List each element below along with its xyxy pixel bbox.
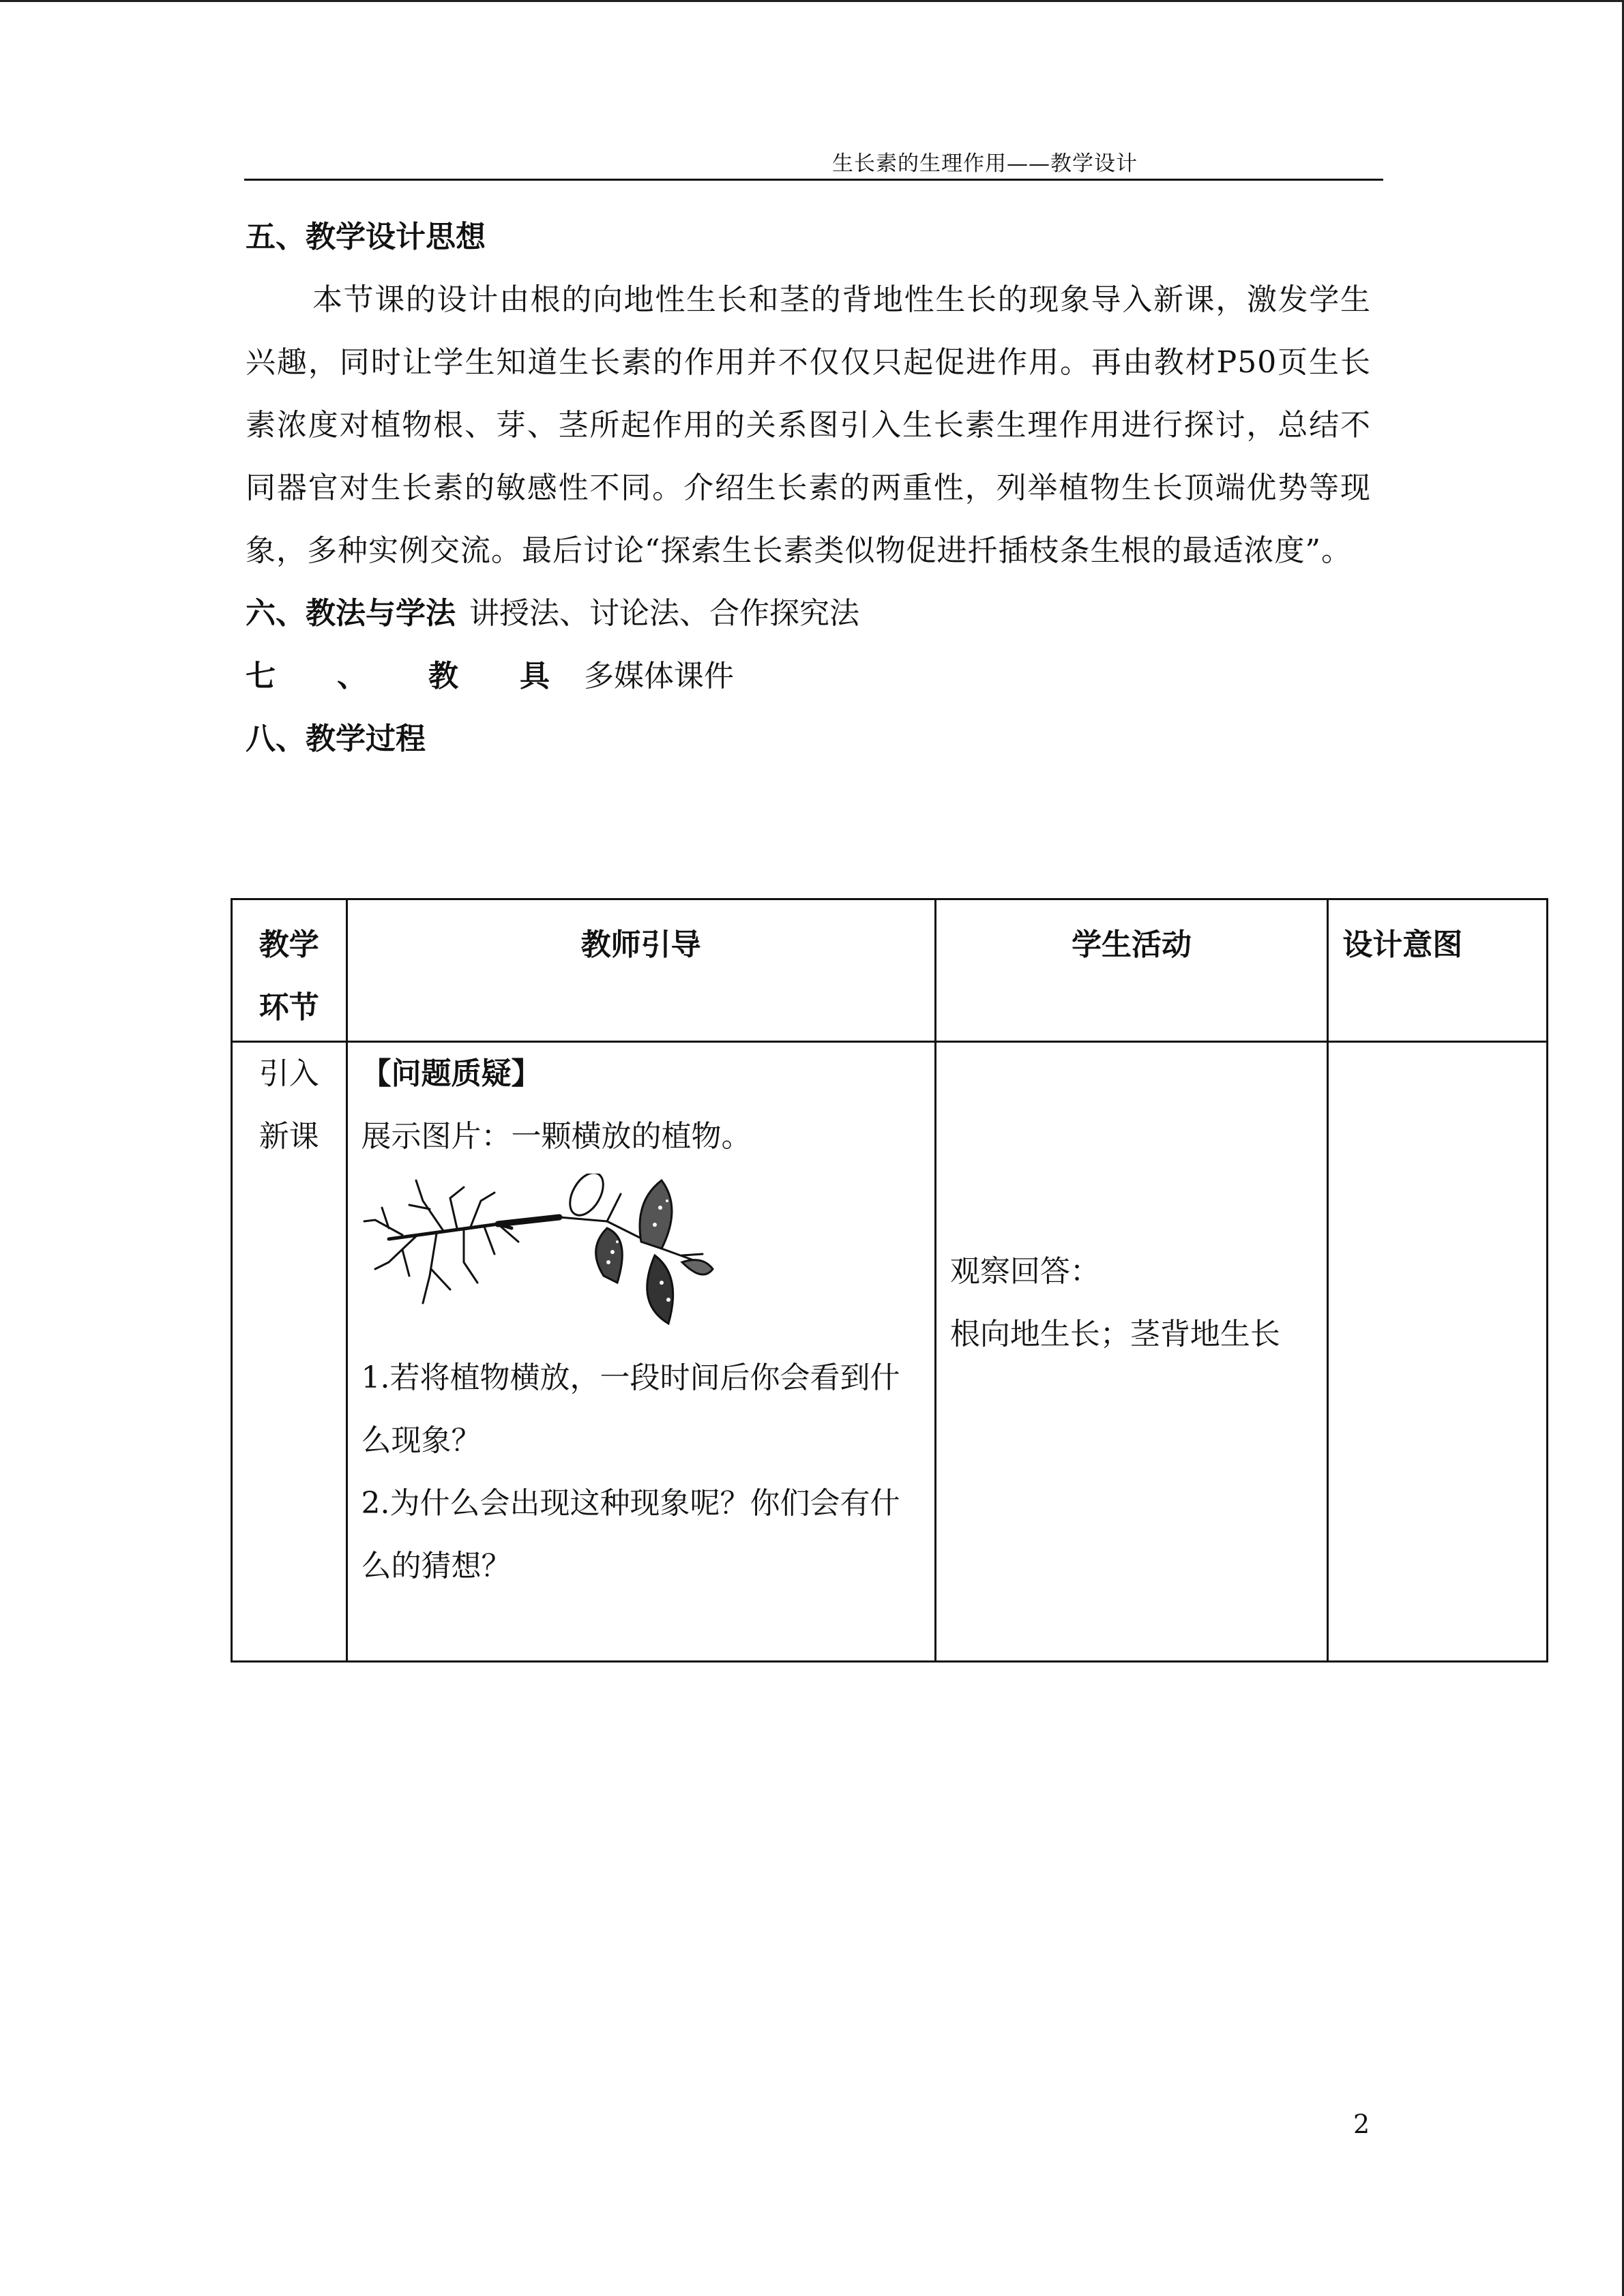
teacher-title: 【问题质疑】 xyxy=(361,1056,542,1091)
stage-line2: 新课 xyxy=(259,1119,319,1154)
page-number: 2 xyxy=(1353,2109,1370,2139)
section-7-tools: 多媒体课件 xyxy=(584,659,734,694)
header-stage-line1: 教学 xyxy=(259,927,319,962)
section-7-line xyxy=(246,645,1371,708)
teacher-cell xyxy=(346,1042,935,1662)
horizontal-plant-icon xyxy=(361,1174,716,1337)
running-header: 生长素的生理作用——教学设计 xyxy=(832,151,1138,176)
student-line1: 观察回答： xyxy=(949,1254,1100,1289)
table-row xyxy=(232,1042,1548,1662)
teaching-process-table xyxy=(231,898,1548,1663)
section-8-heading: 八、教学过程 xyxy=(246,721,426,756)
header-rule xyxy=(244,179,1383,181)
header-intent: 设计意图 xyxy=(1328,899,1548,1042)
stage-line1: 引入 xyxy=(259,1056,319,1091)
section-7-heading-a: 七、教 xyxy=(246,659,520,694)
teacher-question-1: 1.若将植物横放，一段时间后你会看到什么现象？ xyxy=(361,1360,900,1458)
section-7-heading-b: 具 xyxy=(520,659,550,694)
intent-cell xyxy=(1328,1042,1548,1662)
section-6-methods: 讲授法、讨论法、合作探究法 xyxy=(469,596,859,631)
teacher-question-2: 2.为什么会出现这种现象呢？你们会有什么的猜想？ xyxy=(361,1486,900,1583)
header-stage xyxy=(232,899,347,1042)
teacher-show: 展示图片：一颗横放的植物。 xyxy=(361,1119,752,1154)
header-teacher: 教师引导 xyxy=(346,899,935,1042)
cell-spacer xyxy=(361,1598,921,1660)
header-student: 学生活动 xyxy=(935,899,1327,1042)
table-header-row xyxy=(232,899,1548,1042)
student-cell xyxy=(935,1042,1327,1662)
stage-cell xyxy=(232,1042,347,1662)
document-body xyxy=(246,206,1371,771)
student-line2: 根向地生长；茎背地生长 xyxy=(949,1317,1280,1352)
section-5-heading: 五、教学设计思想 xyxy=(246,220,486,254)
header-stage-line2: 环节 xyxy=(259,990,319,1025)
section-5-paragraph: 本节课的设计由根的向地性生长和茎的背地性生长的现象导入新课，激发学生兴趣，同时让学生知道生长素的作用并不仅仅只起促进作用。再由教材P50页生长素浓度对植物根、芽、茎所起作用的关系图引入生长素生理作用进行探讨，总结不同器官对生长素的敏感性不同。介绍生长素的两重性，列举植物生长顶端优势等现象，多种实例交流。最后讨论“探索生长素类似物促进扦插枝条生根的最适浓度”。 xyxy=(246,282,1371,568)
page-border-top xyxy=(0,0,1624,2)
section-6-heading: 六、教法与学法 xyxy=(246,596,456,631)
section-6-line xyxy=(246,582,1371,645)
